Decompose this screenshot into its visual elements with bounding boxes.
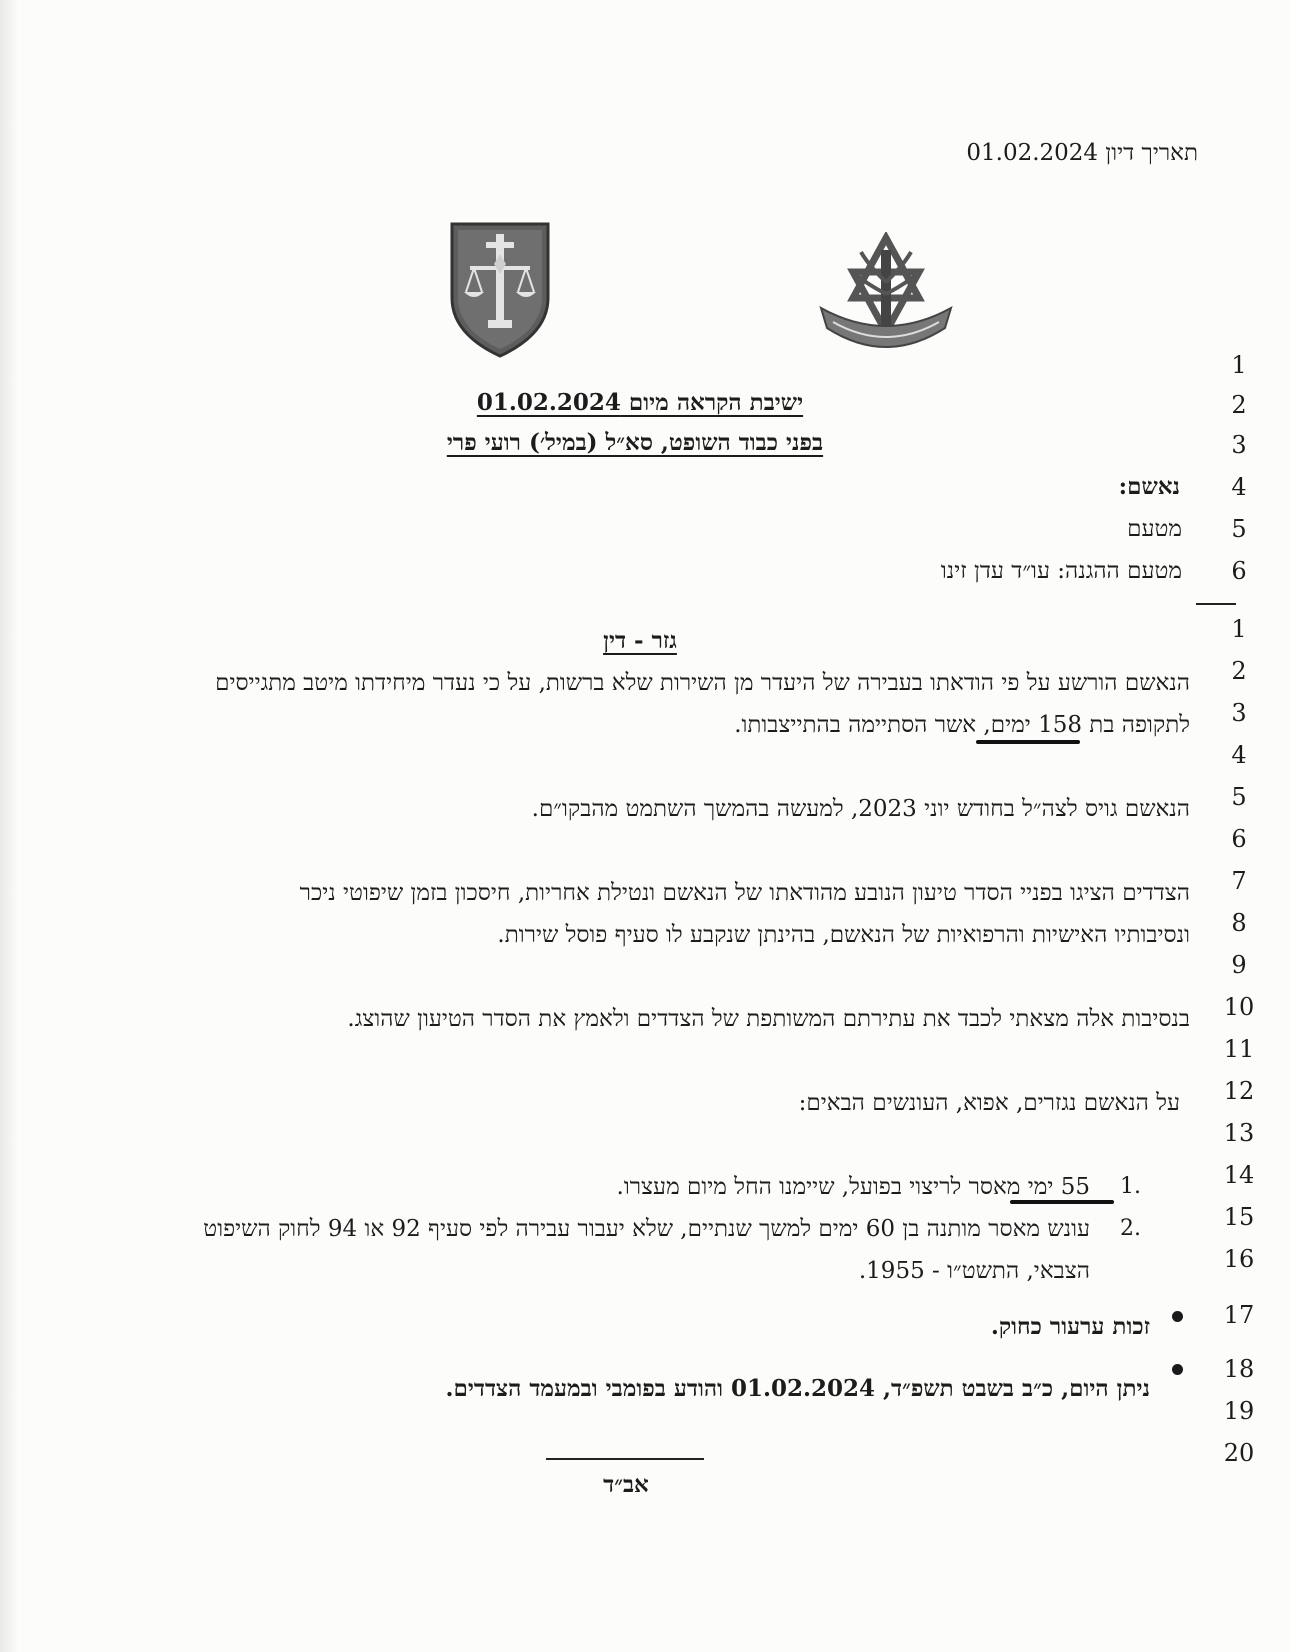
line-number: 14 (1223, 1161, 1255, 1189)
line-number: 18 (1223, 1355, 1255, 1383)
line-number: 10 (1223, 993, 1255, 1021)
hearing-date: תאריך דיון 01.02.2024 (966, 140, 1198, 166)
line-number: 19 (1223, 1397, 1255, 1425)
header-line-number: 1 (1231, 351, 1247, 379)
paragraph-3-line-1: הצדדים הציגו בפניי הסדר טיעון הנובע מהודאתו של הנאשם ונטילת אחריות, חיסכון בזמן שיפוטי ניכר (299, 880, 1190, 906)
header-line-number: 3 (1231, 431, 1247, 459)
sentence-2-line-1: עונש מאסר מותנה בן 60 ימים למשך שנתיים, שלא יעבור עבירה לפי סעיף 92 או 94 לחוק השיפוט (203, 1216, 1090, 1242)
line-number: 7 (1231, 867, 1247, 895)
given-today-line: ניתן היום, כ״ב בשבט תשפ״ד, 01.02.2024 והודע בפומבי ובמעמד הצדדים. (445, 1375, 1150, 1402)
judge-line: בפני כבוד השופט, סא״ל (במיל׳) רועי פרי (446, 429, 824, 456)
line-number: 5 (1231, 783, 1247, 811)
section-separator (1196, 603, 1236, 605)
line-number: 16 (1223, 1245, 1255, 1273)
line-number: 6 (1231, 825, 1247, 853)
sentence-1-text: 55 ימי מאסר לריצוי בפועל, שיימנו החל מיום מעצרו. (616, 1174, 1090, 1200)
session-title: ישיבת הקראה מיום 01.02.2024 (476, 389, 804, 416)
defense-counsel: מטעם ההגנה: עו״ד עדן זינו (940, 558, 1182, 584)
line-number: 9 (1231, 951, 1247, 979)
signature-line (546, 1458, 704, 1460)
paragraph-3-line-2: ונסיבותיו האישיות והרפואיות של הנאשם, בהינתן שנקבע לו סעיף פוסל שירות. (497, 922, 1190, 948)
line-number: 3 (1231, 699, 1247, 727)
header-line-number: 4 (1231, 473, 1247, 501)
paragraph-2-line-1: הנאשם גויס לצה״ל בחודש יוני 2023, למעשה בהמשך השתמט מהבקו״ם. (531, 796, 1190, 822)
idf-emblem-icon (815, 232, 957, 372)
line-number: 8 (1231, 909, 1247, 937)
sentence-2-line-2: הצבאי, התשט״ו - 1955. (858, 1258, 1090, 1284)
paragraph-5-line-1: על הנאשם נגזרים, אפוא, העונשים הבאים: (798, 1090, 1180, 1116)
handwritten-underline (1010, 1200, 1114, 1204)
line-number: 12 (1223, 1077, 1255, 1105)
handwritten-underline (976, 740, 1080, 744)
paragraph-1-line-1: הנאשם הורשע על פי הודאתו בעבירה של היעדר מן השירות שלא ברשות, על כי נעדר מיחידתו מיטב מתגייסים (215, 670, 1190, 696)
appeal-right: זכות ערעור כחוק. (990, 1313, 1150, 1340)
header-line-number: 5 (1231, 515, 1247, 543)
sentence-marker: 1. (1120, 1174, 1141, 1199)
military-court-emblem-icon (448, 220, 552, 358)
line-number: 17 (1223, 1301, 1255, 1329)
line-number: 2 (1231, 657, 1247, 685)
sentence-marker: 2. (1120, 1216, 1141, 1241)
paragraph-4-line-1: בנסיבות אלה מצאתי לכבד את עתירתם המשותפת של הצדדים ולאמץ את הסדר הטיעון שהוצג. (347, 1006, 1190, 1032)
line-number: 20 (1223, 1439, 1255, 1467)
accused-label: נאשם: (1118, 473, 1180, 500)
header-line-number: 2 (1231, 391, 1247, 419)
bullet-point (1172, 1311, 1183, 1322)
line-number: 11 (1223, 1035, 1255, 1063)
line-number: 1 (1231, 615, 1247, 643)
signature-title: אב״ד (603, 1471, 649, 1498)
verdict-title: גזר - דין (603, 627, 677, 654)
scan-edge-shadow (0, 0, 18, 1652)
line-number: 13 (1223, 1119, 1255, 1147)
bullet-point (1172, 1364, 1183, 1375)
paragraph-1-line-2: לתקופה בת 158 ימים, אשר הסתיימה בהתייצבותו. (734, 712, 1190, 738)
header-line-number: 6 (1231, 557, 1247, 585)
accused-name: מטעם (1127, 516, 1182, 542)
line-number: 15 (1223, 1203, 1255, 1231)
line-number: 4 (1231, 741, 1247, 769)
